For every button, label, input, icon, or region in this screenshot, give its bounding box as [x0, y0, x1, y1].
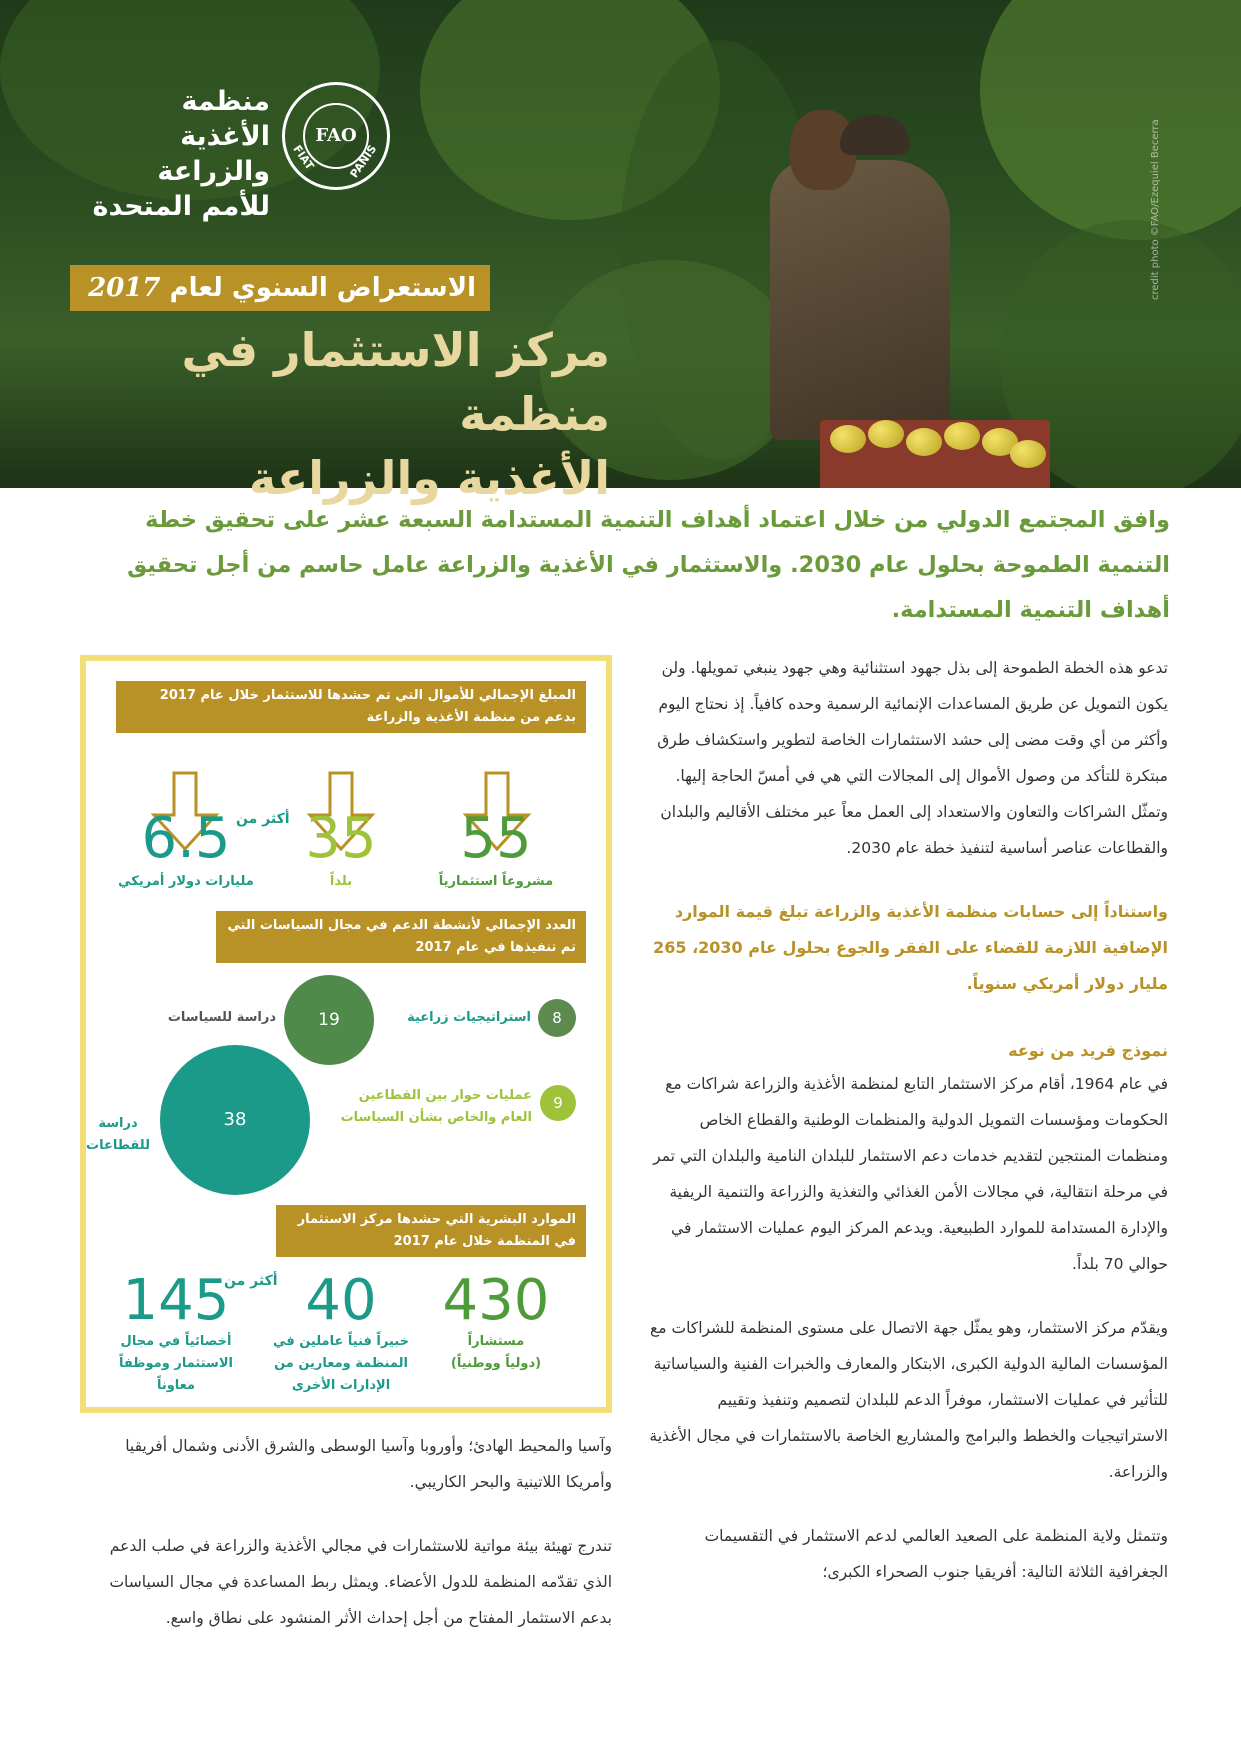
caption-line: مستشاراً: [467, 1334, 525, 1349]
org-name-line3: للأمم المتحدة: [92, 191, 270, 222]
logo-panis: PANIS: [347, 142, 380, 181]
stat-value-projects: 55: [460, 806, 532, 871]
bubble-label: [336, 1085, 532, 1129]
worker-cap: [840, 115, 910, 155]
caption-line: خبيراً فنياً عاملين في: [273, 1334, 409, 1349]
paragraph: وتتمثل ولاية المنظمة على الصعيد العالمي لدعم الاستثمار في التقسيمات الجغرافية الثلاثة التالية: أفريقيا جنوب الصحراء الكبرى؛: [704, 1527, 1168, 1581]
infographic-header: العدد الإجمالي لأنشطة الدعم في مجال السياسات التي تم تنفيذها في عام 2017: [216, 911, 586, 963]
stat-value-experts: 40: [305, 1268, 377, 1333]
bubble-label: دراسة للسياسات: [167, 1010, 276, 1025]
infographic-header: الموارد البشرية التي حشدها مركز الاستثمار في المنظمة خلال عام 2017: [276, 1205, 586, 1257]
photo-credit: credit photo ©FAO/Ezequiel Becerra: [1150, 119, 1161, 300]
caption-line: أخصائياً في مجال: [120, 1334, 232, 1349]
logo-text: FAO: [303, 103, 369, 169]
left-column: [80, 1428, 612, 1664]
bubble-9: 9: [540, 1085, 576, 1121]
right-column: [648, 650, 1168, 1618]
logo-fiat: FIAT: [290, 142, 317, 173]
infographic-box: [80, 655, 612, 1413]
pepper: [906, 428, 942, 456]
callout-paragraph: واستناداً إلى حسابات منظمة الأغذية والزراعة تبلغ قيمة الموارد الإضافية اللازمة للقضاء على الفقر والجوع بحلول عام 2030، 265 مليار دولار أمريكي سنوياً.: [653, 902, 1168, 993]
org-name-line2: الأغذية والزراعة: [157, 121, 270, 187]
review-year: 2017: [88, 273, 161, 303]
paragraph: في عام 1964، أقام مركز الاستثمار التابع لمنظمة الأغذية والزراعة شراكات مع الحكومات ومؤسسات التمويل الدولية والمنظمات الوطنية والقطاع الخاص ومنظمات المنتجين لتقديم خدمات دعم الاستثمار للبلدان النامية والبلدان التي تمر في مرحلة انتقالية، في مجالات الأمن الغذائي والتغذية والزراعة والتنمية الريفية والإدارة المستدامة للموارد الطبيعية. ويدعم المركز اليوم عمليات الاستثمار في حوالي 70 بلداً.: [653, 1075, 1168, 1273]
caption-line: الإدارات الأخرى: [291, 1378, 391, 1393]
stat-value-billions: 6.5: [141, 806, 231, 871]
bubble-label-line: دراسة: [98, 1116, 138, 1131]
worker-figure: [770, 160, 950, 440]
stat-value-consultants: 430: [442, 1268, 550, 1333]
foliage-shape: [980, 0, 1241, 240]
paragraph: ويقدّم مركز الاستثمار، وهو يمثّل جهة الاتصال على مستوى المنظمة للشراكات مع المؤسسات المالية الدولية الكبرى، الابتكار والمعارف والخبرات الفنية والسياساتية للتأثير في عمليات الاستثمار، موفراً الدعم للبلدان لتصميم وتنفيذ وتقييم الاستراتيجيات والخطط والبرامج والمشاريع الخاصة بالاستثمارات في مجال الأغذية والزراعة.: [649, 1319, 1168, 1481]
stat-caption: بلداً: [329, 874, 353, 889]
org-name-line1: منظمة: [181, 86, 270, 117]
caption-line: المنظمة ومعارين من: [274, 1356, 408, 1371]
paragraph: تدعو هذه الخطة الطموحة إلى بذل جهود استثنائية وهي جهود ينبغي تمويلها. ولن يكون التمويل عن طريق المساعدات الإنمائية الرسمية وحده كافياً. إذ نحتاج اليوم وأكثر من أي وقت مضى إلى حشد الاستثمارات الخاصة لتطوير واستكشاف طرق مبتكرة للتأكد من وصول الأموال إلى المجالات التي هي في أمسّ الحاجة إليها. وتمثّل الشراكات والتعاون والاستعداد إلى العمل معاً عبر مختلف الأقاليم والبلدان والقطاعات عناصر أساسية لتنفيذ خطة عام 2030.: [657, 659, 1168, 857]
caption-line: (دولياً ووطنياً): [450, 1356, 542, 1371]
bubble-19: 19: [284, 975, 374, 1065]
bubble-label-line: العام والخاص بشأن السياسات: [340, 1110, 532, 1125]
page-title: [70, 318, 610, 510]
stat-caption: [416, 1331, 576, 1375]
stat-caption: مشروعاً استثمارياً: [438, 874, 554, 889]
bubble-label: [86, 1113, 150, 1157]
bubble-label-line: للقطاعات: [86, 1138, 150, 1153]
stat-prefix: أكثر من: [224, 1273, 278, 1289]
subheading: نموذج فريد من نوعه: [1008, 1041, 1168, 1060]
infographic-header: المبلغ الإجمالي للأموال التي تم حشدها للاستثمار خلال عام 2017 بدعم من منظمة الأغذية والزراعة: [116, 681, 586, 733]
stat-caption: مليارات دولار أمريكي: [118, 874, 254, 889]
caption-line: معاوناً: [156, 1378, 196, 1393]
title-line2: الأغذية والزراعة: [248, 451, 610, 505]
pepper: [944, 422, 980, 450]
stat-value-countries: 35: [305, 806, 377, 871]
bubble-label: استراتيجيات زراعية: [407, 1010, 531, 1025]
pepper: [830, 425, 866, 453]
pepper: [868, 420, 904, 448]
paragraph: تندرج تهيئة بيئة مواتية للاستثمارات في مجالي الأغذية والزراعة في صلب الدعم الذي تقدّمه المنظمة للدول الأعضاء. ويمثل ربط المساعدة في مجال السياسات بدعم الاستثمار المفتاح من أجل إحداث الأثر المنشود على نطاق واسع.: [109, 1537, 612, 1627]
annual-review-tag: [70, 265, 490, 311]
paragraph: وآسيا والمحيط الهادئ؛ وأوروبا وآسيا الوسطى والشرق الأدنى وشمال أفريقيا وأمريكا اللاتينية والبحر الكاريبي.: [125, 1437, 612, 1491]
title-line1: مركز الاستثمار في منظمة: [181, 323, 610, 441]
caption-line: الاستثمار وموظفاً: [119, 1356, 233, 1371]
stat-prefix: أكثر من: [236, 811, 290, 827]
stat-caption: [96, 1331, 256, 1397]
stat-value-specialists: 145: [122, 1268, 230, 1333]
pepper: [1010, 440, 1046, 468]
bubble-38: 38: [160, 1045, 310, 1195]
fao-logo-icon: [282, 82, 390, 190]
bubble-label-line: عمليات حوار بين القطاعين: [358, 1088, 532, 1103]
review-label: الاستعراض السنوي لعام: [169, 273, 476, 303]
lead-paragraph: وافق المجتمع الدولي من خلال اعتماد أهداف التنمية المستدامة السبعة عشر على تحقيق خطة التنمية الطموحة بحلول عام 2030. والاستثمار في الأغذية والزراعة عامل حاسم من أجل تحقيق أهداف التنمية المستدامة.: [127, 507, 1170, 623]
stat-caption: [261, 1331, 421, 1397]
org-name: [70, 84, 270, 224]
bubble-8: 8: [538, 999, 576, 1037]
